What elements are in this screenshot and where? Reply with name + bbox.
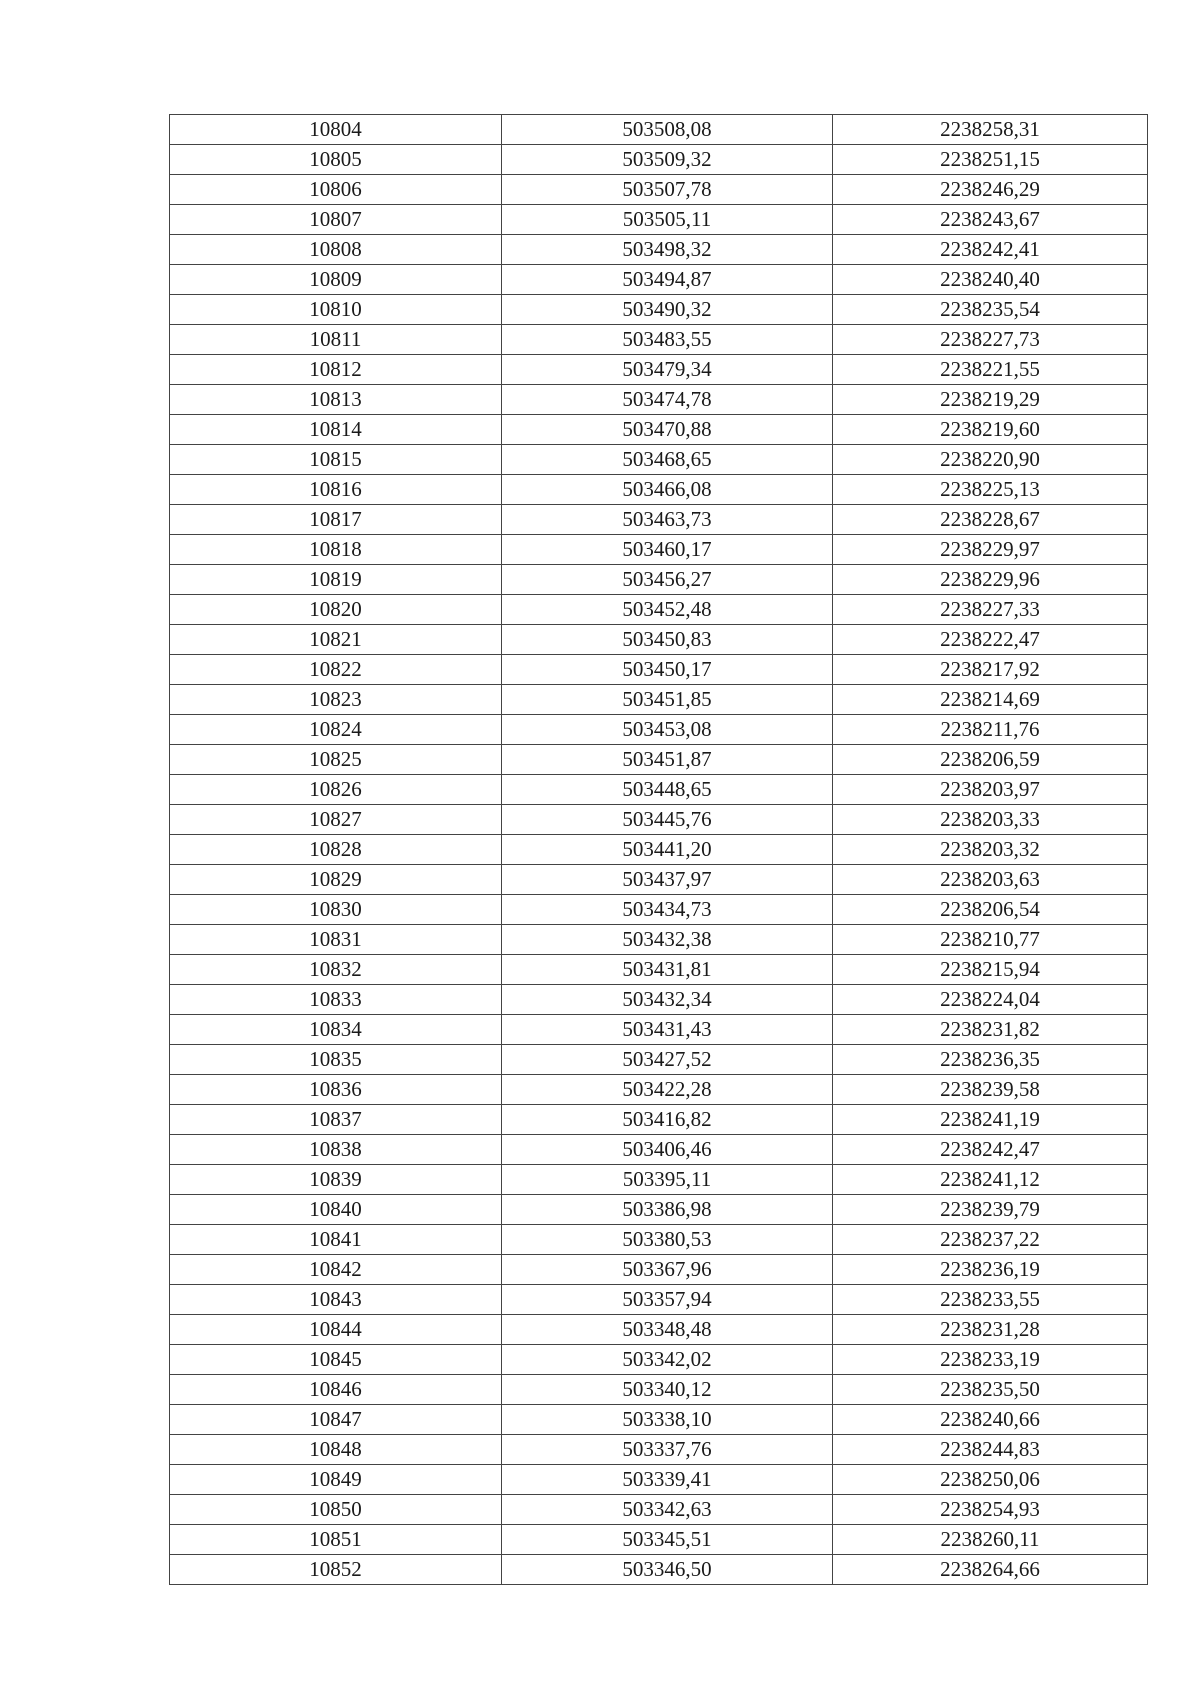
y-coordinate-cell: 2238219,29	[833, 385, 1148, 415]
table-row	[170, 1075, 1148, 1105]
point-number-cell: 10823	[170, 685, 502, 715]
x-coordinate-cell: 503432,34	[502, 985, 833, 1015]
x-coordinate-cell: 503445,76	[502, 805, 833, 835]
point-number-cell: 10808	[170, 235, 502, 265]
y-coordinate-cell: 2238235,54	[833, 295, 1148, 325]
x-coordinate-cell: 503416,82	[502, 1105, 833, 1135]
x-coordinate-cell: 503337,76	[502, 1435, 833, 1465]
point-number-cell: 10805	[170, 145, 502, 175]
x-coordinate-cell: 503507,78	[502, 175, 833, 205]
point-number-cell: 10818	[170, 535, 502, 565]
table-row	[170, 775, 1148, 805]
x-coordinate-cell: 503339,41	[502, 1465, 833, 1495]
y-coordinate-cell: 2238241,12	[833, 1165, 1148, 1195]
y-coordinate-cell: 2238203,32	[833, 835, 1148, 865]
x-coordinate-cell: 503498,32	[502, 235, 833, 265]
y-coordinate-cell: 2238229,96	[833, 565, 1148, 595]
table-row	[170, 205, 1148, 235]
table-row	[170, 985, 1148, 1015]
table-row	[170, 1195, 1148, 1225]
point-number-cell: 10847	[170, 1405, 502, 1435]
x-coordinate-cell: 503431,81	[502, 955, 833, 985]
point-number-cell: 10832	[170, 955, 502, 985]
x-coordinate-cell: 503448,65	[502, 775, 833, 805]
table-row	[170, 1525, 1148, 1555]
y-coordinate-cell: 2238224,04	[833, 985, 1148, 1015]
point-number-cell: 10815	[170, 445, 502, 475]
table-row	[170, 385, 1148, 415]
x-coordinate-cell: 503494,87	[502, 265, 833, 295]
table-row	[170, 835, 1148, 865]
y-coordinate-cell: 2238233,55	[833, 1285, 1148, 1315]
point-number-cell: 10812	[170, 355, 502, 385]
x-coordinate-cell: 503357,94	[502, 1285, 833, 1315]
x-coordinate-cell: 503437,97	[502, 865, 833, 895]
point-number-cell: 10844	[170, 1315, 502, 1345]
y-coordinate-cell: 2238221,55	[833, 355, 1148, 385]
point-number-cell: 10810	[170, 295, 502, 325]
point-number-cell: 10826	[170, 775, 502, 805]
point-number-cell: 10850	[170, 1495, 502, 1525]
point-number-cell: 10840	[170, 1195, 502, 1225]
table-row	[170, 355, 1148, 385]
x-coordinate-cell: 503367,96	[502, 1255, 833, 1285]
point-number-cell: 10833	[170, 985, 502, 1015]
table-row	[170, 115, 1148, 145]
y-coordinate-cell: 2238219,60	[833, 415, 1148, 445]
point-number-cell: 10846	[170, 1375, 502, 1405]
x-coordinate-cell: 503509,32	[502, 145, 833, 175]
y-coordinate-cell: 2238210,77	[833, 925, 1148, 955]
y-coordinate-cell: 2238211,76	[833, 715, 1148, 745]
y-coordinate-cell: 2238250,06	[833, 1465, 1148, 1495]
table-row	[170, 745, 1148, 775]
point-number-cell: 10835	[170, 1045, 502, 1075]
point-number-cell: 10820	[170, 595, 502, 625]
point-number-cell: 10821	[170, 625, 502, 655]
table-row	[170, 1105, 1148, 1135]
table-row	[170, 1165, 1148, 1195]
y-coordinate-cell: 2238240,40	[833, 265, 1148, 295]
table-row	[170, 325, 1148, 355]
table-row	[170, 1465, 1148, 1495]
table-row	[170, 175, 1148, 205]
point-number-cell: 10819	[170, 565, 502, 595]
y-coordinate-cell: 2238260,11	[833, 1525, 1148, 1555]
table-row	[170, 565, 1148, 595]
x-coordinate-cell: 503466,08	[502, 475, 833, 505]
y-coordinate-cell: 2238251,15	[833, 145, 1148, 175]
y-coordinate-cell: 2238228,67	[833, 505, 1148, 535]
x-coordinate-cell: 503422,28	[502, 1075, 833, 1105]
y-coordinate-cell: 2238264,66	[833, 1555, 1148, 1585]
point-number-cell: 10811	[170, 325, 502, 355]
point-number-cell: 10814	[170, 415, 502, 445]
point-number-cell: 10828	[170, 835, 502, 865]
x-coordinate-cell: 503474,78	[502, 385, 833, 415]
point-number-cell: 10816	[170, 475, 502, 505]
table-row	[170, 295, 1148, 325]
y-coordinate-cell: 2238239,58	[833, 1075, 1148, 1105]
point-number-cell: 10838	[170, 1135, 502, 1165]
y-coordinate-cell: 2238214,69	[833, 685, 1148, 715]
x-coordinate-cell: 503427,52	[502, 1045, 833, 1075]
table-row	[170, 865, 1148, 895]
y-coordinate-cell: 2238206,59	[833, 745, 1148, 775]
table-row	[170, 535, 1148, 565]
x-coordinate-cell: 503395,11	[502, 1165, 833, 1195]
point-number-cell: 10829	[170, 865, 502, 895]
y-coordinate-cell: 2238244,83	[833, 1435, 1148, 1465]
x-coordinate-cell: 503348,48	[502, 1315, 833, 1345]
table-row	[170, 625, 1148, 655]
y-coordinate-cell: 2238203,63	[833, 865, 1148, 895]
point-number-cell: 10839	[170, 1165, 502, 1195]
point-number-cell: 10809	[170, 265, 502, 295]
x-coordinate-cell: 503434,73	[502, 895, 833, 925]
point-number-cell: 10806	[170, 175, 502, 205]
x-coordinate-cell: 503431,43	[502, 1015, 833, 1045]
x-coordinate-cell: 503450,83	[502, 625, 833, 655]
y-coordinate-cell: 2238229,97	[833, 535, 1148, 565]
y-coordinate-cell: 2238220,90	[833, 445, 1148, 475]
table-row	[170, 1405, 1148, 1435]
x-coordinate-cell: 503452,48	[502, 595, 833, 625]
y-coordinate-cell: 2238240,66	[833, 1405, 1148, 1435]
point-number-cell: 10830	[170, 895, 502, 925]
x-coordinate-cell: 503450,17	[502, 655, 833, 685]
coordinates-table-body	[170, 115, 1148, 1585]
table-row	[170, 1225, 1148, 1255]
y-coordinate-cell: 2238254,93	[833, 1495, 1148, 1525]
point-number-cell: 10822	[170, 655, 502, 685]
point-number-cell: 10849	[170, 1465, 502, 1495]
table-row	[170, 445, 1148, 475]
x-coordinate-cell: 503451,85	[502, 685, 833, 715]
point-number-cell: 10848	[170, 1435, 502, 1465]
x-coordinate-cell: 503470,88	[502, 415, 833, 445]
y-coordinate-cell: 2238203,33	[833, 805, 1148, 835]
x-coordinate-cell: 503460,17	[502, 535, 833, 565]
y-coordinate-cell: 2238239,79	[833, 1195, 1148, 1225]
point-number-cell: 10851	[170, 1525, 502, 1555]
y-coordinate-cell: 2238222,47	[833, 625, 1148, 655]
point-number-cell: 10813	[170, 385, 502, 415]
coordinates-table	[169, 114, 1148, 1585]
point-number-cell: 10845	[170, 1345, 502, 1375]
table-row	[170, 1285, 1148, 1315]
point-number-cell: 10827	[170, 805, 502, 835]
table-row	[170, 1435, 1148, 1465]
table-row	[170, 415, 1148, 445]
table-row	[170, 1555, 1148, 1585]
x-coordinate-cell: 503346,50	[502, 1555, 833, 1585]
point-number-cell: 10804	[170, 115, 502, 145]
point-number-cell: 10817	[170, 505, 502, 535]
y-coordinate-cell: 2238235,50	[833, 1375, 1148, 1405]
y-coordinate-cell: 2238242,47	[833, 1135, 1148, 1165]
y-coordinate-cell: 2238236,19	[833, 1255, 1148, 1285]
x-coordinate-cell: 503453,08	[502, 715, 833, 745]
y-coordinate-cell: 2238246,29	[833, 175, 1148, 205]
table-row	[170, 145, 1148, 175]
y-coordinate-cell: 2238227,73	[833, 325, 1148, 355]
y-coordinate-cell: 2238236,35	[833, 1045, 1148, 1075]
table-row	[170, 955, 1148, 985]
table-row	[170, 1345, 1148, 1375]
y-coordinate-cell: 2238233,19	[833, 1345, 1148, 1375]
table-row	[170, 715, 1148, 745]
point-number-cell: 10824	[170, 715, 502, 745]
y-coordinate-cell: 2238231,28	[833, 1315, 1148, 1345]
x-coordinate-cell: 503406,46	[502, 1135, 833, 1165]
x-coordinate-cell: 503386,98	[502, 1195, 833, 1225]
table-row	[170, 805, 1148, 835]
y-coordinate-cell: 2238225,13	[833, 475, 1148, 505]
y-coordinate-cell: 2238217,92	[833, 655, 1148, 685]
y-coordinate-cell: 2238206,54	[833, 895, 1148, 925]
table-row	[170, 475, 1148, 505]
point-number-cell: 10831	[170, 925, 502, 955]
table-row	[170, 505, 1148, 535]
table-row	[170, 1135, 1148, 1165]
y-coordinate-cell: 2238231,82	[833, 1015, 1148, 1045]
x-coordinate-cell: 503456,27	[502, 565, 833, 595]
y-coordinate-cell: 2238237,22	[833, 1225, 1148, 1255]
table-row	[170, 265, 1148, 295]
x-coordinate-cell: 503483,55	[502, 325, 833, 355]
point-number-cell: 10852	[170, 1555, 502, 1585]
point-number-cell: 10837	[170, 1105, 502, 1135]
table-row	[170, 595, 1148, 625]
point-number-cell: 10841	[170, 1225, 502, 1255]
point-number-cell: 10825	[170, 745, 502, 775]
table-row	[170, 925, 1148, 955]
table-row	[170, 895, 1148, 925]
x-coordinate-cell: 503468,65	[502, 445, 833, 475]
point-number-cell: 10834	[170, 1015, 502, 1045]
table-row	[170, 1255, 1148, 1285]
x-coordinate-cell: 503345,51	[502, 1525, 833, 1555]
x-coordinate-cell: 503463,73	[502, 505, 833, 535]
x-coordinate-cell: 503380,53	[502, 1225, 833, 1255]
x-coordinate-cell: 503340,12	[502, 1375, 833, 1405]
x-coordinate-cell: 503451,87	[502, 745, 833, 775]
table-row	[170, 685, 1148, 715]
y-coordinate-cell: 2238243,67	[833, 205, 1148, 235]
x-coordinate-cell: 503479,34	[502, 355, 833, 385]
x-coordinate-cell: 503441,20	[502, 835, 833, 865]
point-number-cell: 10836	[170, 1075, 502, 1105]
x-coordinate-cell: 503432,38	[502, 925, 833, 955]
y-coordinate-cell: 2238227,33	[833, 595, 1148, 625]
x-coordinate-cell: 503342,02	[502, 1345, 833, 1375]
table-row	[170, 1375, 1148, 1405]
y-coordinate-cell: 2238242,41	[833, 235, 1148, 265]
point-number-cell: 10807	[170, 205, 502, 235]
point-number-cell: 10842	[170, 1255, 502, 1285]
table-row	[170, 235, 1148, 265]
x-coordinate-cell: 503338,10	[502, 1405, 833, 1435]
point-number-cell: 10843	[170, 1285, 502, 1315]
table-row	[170, 1015, 1148, 1045]
table-row	[170, 1045, 1148, 1075]
y-coordinate-cell: 2238215,94	[833, 955, 1148, 985]
x-coordinate-cell: 503508,08	[502, 115, 833, 145]
table-row	[170, 1315, 1148, 1345]
x-coordinate-cell: 503342,63	[502, 1495, 833, 1525]
table-row	[170, 1495, 1148, 1525]
y-coordinate-cell: 2238241,19	[833, 1105, 1148, 1135]
table-row	[170, 655, 1148, 685]
y-coordinate-cell: 2238258,31	[833, 115, 1148, 145]
y-coordinate-cell: 2238203,97	[833, 775, 1148, 805]
x-coordinate-cell: 503490,32	[502, 295, 833, 325]
x-coordinate-cell: 503505,11	[502, 205, 833, 235]
